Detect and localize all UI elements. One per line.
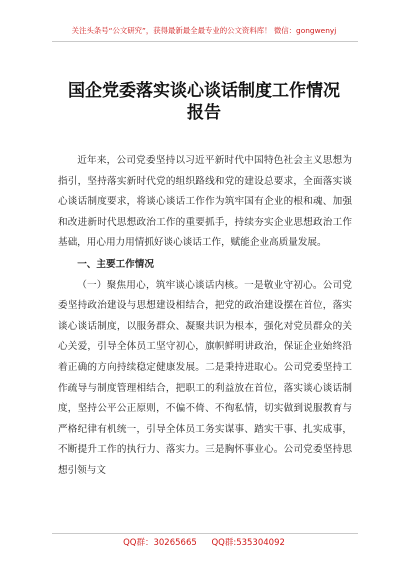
- footer: [0, 536, 408, 548]
- footer-qq-group-2: QQ群:535304092: [211, 538, 285, 548]
- intro-paragraph: 近年来，公司党委坚持以习近平新时代中国特色社会主义思想为指引，坚持落实新时代党的组织路线和党的建设总要求，全面落实谈心谈话制度要求，将谈心谈话工作作为筑牢国有企业的根和魂、加强和改进新时代思想政治工作的重要抓手，持续夯实企业思想政治工作基础，用心用力用情抓好谈心谈话工作，赋能企业高质量发展。: [58, 155, 352, 249]
- document-body: [58, 151, 352, 482]
- document-title: [0, 80, 408, 124]
- footer-qq-group-1: QQ群：30265665: [123, 538, 197, 548]
- footer-divider: [52, 533, 358, 534]
- header-divider: [52, 41, 358, 42]
- title-line-1: 国企党委落实谈心谈话制度工作情况: [68, 81, 340, 101]
- title-line-2: 报告: [187, 103, 221, 123]
- section-heading: 一、主要工作情况: [77, 258, 154, 270]
- header-banner: 关注头条号“公文研究”，获得最新最全最专业的公文资料库！ 微信：gongwenyj: [71, 26, 337, 35]
- section-paragraph: （一）聚焦用心，筑牢谈心谈话内核。一是敬业守初心。公司党委坚持政治建设与思想建设相结合，把党的政治建设摆在首位，落实谈心谈话制度，以服务群众、凝聚共识为根本，强化对党员群众的关心关爱，引导全体员工坚守初心，旗帜鲜明讲政治，保证企业始终沿着正确的方向持续稳定健康发展。二是秉持进取心。公司党委坚持工作疏导与制度管理相结合，把职工的利益放在首位，落实谈心谈话制度，坚持公平公正原则，不偏不倚、不徇私情，切实做到说服教育与严格纪律有机统一，引导全体员工务实谋事、踏实干事、扎实成事，不断提升工作的执行力、落实力。三是胸怀事业心。公司党委坚持思想引领与文: [58, 279, 352, 476]
